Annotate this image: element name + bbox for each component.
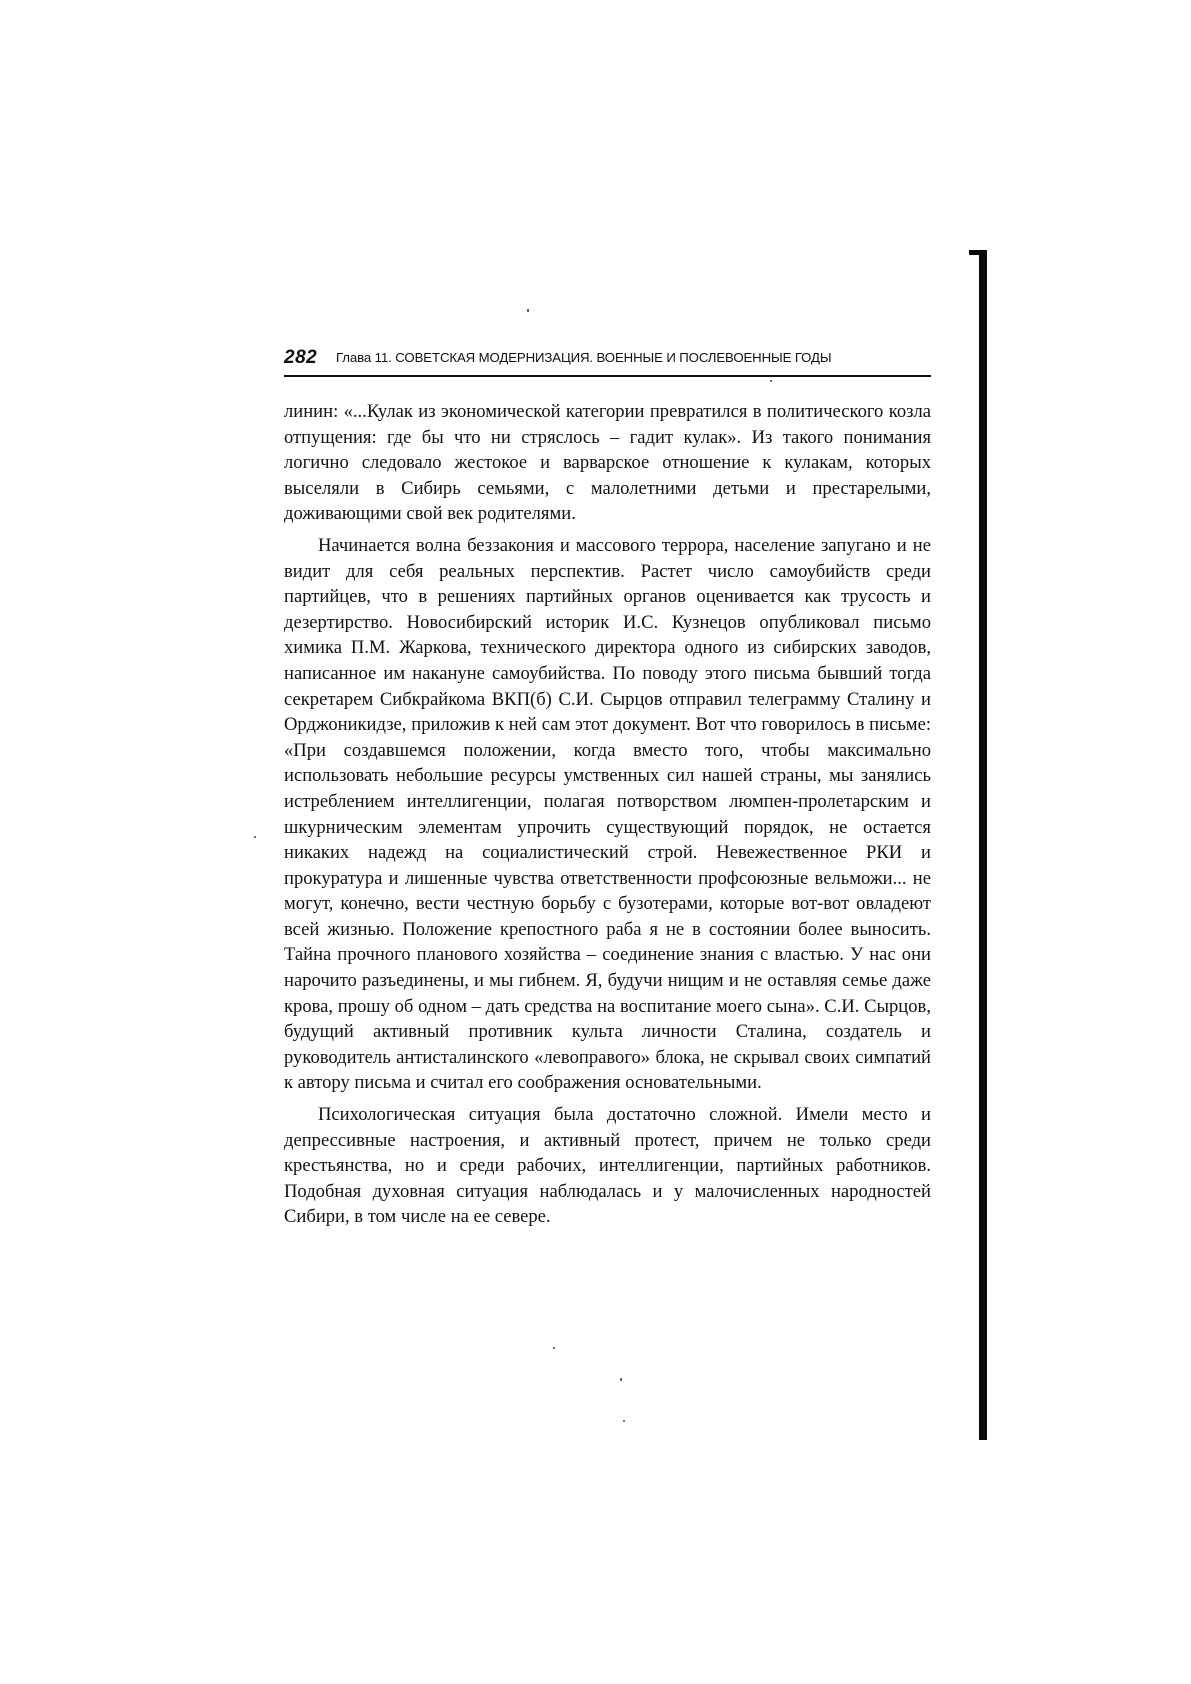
scan-speck [254,836,256,838]
scan-speck [553,1347,555,1349]
scan-speck [623,1420,625,1422]
paragraph: линин: «...Кулак из экономической категории превратился в политического козла отпущения: где бы что ни стряслось – гадит кулак». Из такого понимания логично следовало жестокое и варварское отношение к кулакам, которых выселяли в Сибирь семьями, с малолетними детьми и престарелыми, доживающими свой век родителями. [284,401,931,525]
binding-edge [979,250,987,1440]
scan-speck [620,1378,622,1381]
running-header [284,347,931,377]
running-title: Глава 11. СОВЕТСКАЯ МОДЕРНИЗАЦИЯ. ВОЕННЫЕ И ПОСЛЕВОЕННЫЕ ГОДЫ [336,350,832,365]
body-text [284,399,931,1230]
paragraph: Психологическая ситуация была достаточно сложной. Имели место и депрессивные настроения, и активный протест, причем не только среди крестьянства, но и среди рабочих, интеллигенции, партийных работников. Подобная духовная ситуация наблюдалась и у малочисленных народностей Сибири, в том числе на ее севере. [284,1104,931,1228]
scan-speck [770,380,772,382]
paragraph: Начинается волна беззакония и массового террора, население запугано и не видит для себя реальных перспектив. Растет число самоубийств среди партийцев, что в решениях партийных органов оценивается как трусость и дезертирство. Новосибирский историк И.С. Кузнецов опубликовал письмо химика П.М. Жаркова, технического директора одного из сибирских заводов, написанное им накануне самоубийства. По поводу этого письма бывший тогда секретарем Сибкрайкома ВКП(б) С.И. Сырцов отправил телеграмму Сталину и Орджоникидзе, приложив к ней сам этот документ. Вот что говорилось в письме: «При создавшемся положении, когда вместо того, чтобы максимально использовать небольшие ресурсы умственных сил нашей страны, мы занялись истреблением интеллигенции, полагая потворством люмпен-пролетарским и шкурническим элементам упрочить существующий порядок, не остается никаких надежд на социалистический строй. Невежественное РКИ и прокуратура и лишенные чувства ответственности профсоюзные вельможи... не могут, конечно, вести честную борьбу с бузотерами, которые вот-вот овладеют всей жизнью. Положение крепостного раба я не в состоянии более выносить. Тайна прочного планового хозяйства – соединение знания с властью. У нас они нарочито разъединены, и мы гибнем. Я, будучи нищим и не оставляя семье даже крова, прошу об одном – дать средства на воспитание моего сына». С.И. Сырцов, будущий активный противник культа личности Сталина, создатель и руководитель антисталинского «левоправого» блока, не скрывал своих симпатий к автору письма и считал его соображения основательными. [284,534,931,1094]
page-number: 282 [284,347,318,368]
scan-speck [527,309,529,312]
